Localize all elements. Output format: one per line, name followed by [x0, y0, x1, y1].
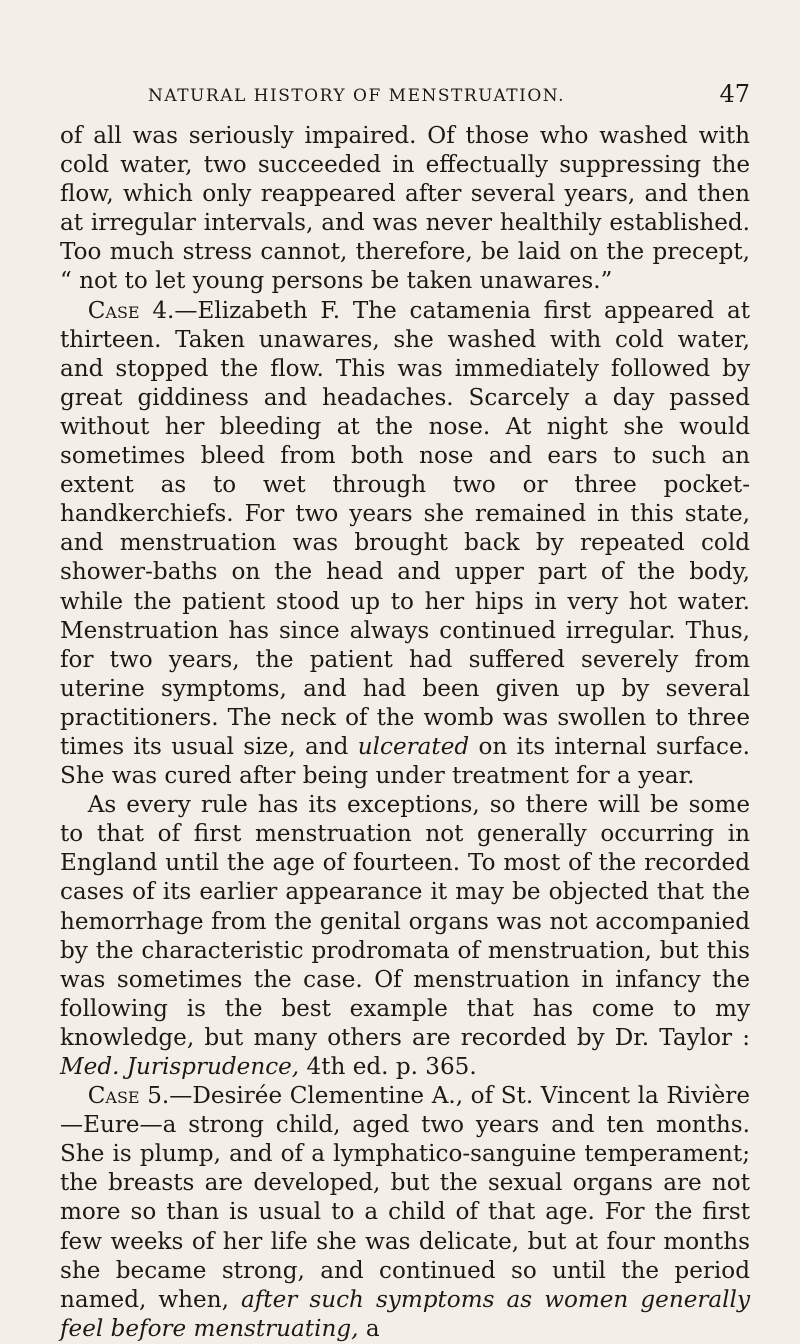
page-number: 47 — [719, 80, 750, 108]
paragraph-1 — [60, 122, 750, 297]
paragraph-case-5 — [60, 1082, 750, 1344]
case-4-label: Case 4. — [87, 297, 175, 324]
running-head: NATURAL HISTORY OF MENSTRUATION. — [148, 86, 565, 106]
citation-title: Med. Jurisprudence, — [60, 1054, 300, 1080]
case-5-label: Case 5. — [87, 1083, 170, 1110]
case-5-text: —Desirée Clementine A., of St. Vincent la Rivière —Eure—a strong child, aged two years and ten months. She is plump, and of a lymphatico-sanguine temperament; the breasts are developed, but the sexual organs are not more so than is usual to a child of that age. For the first few weeks of her life she was delicate, but at four months she became strong, and continued so until the period named, when, — [60, 1083, 750, 1313]
paragraph-3 — [60, 791, 750, 1082]
citation-edition: 4th ed. p. 365. — [306, 1054, 477, 1080]
paragraph-case-4 — [60, 297, 750, 792]
paragraph-1-text: of all was seriously impaired. Of those who washed with cold water, two succeeded in effectually suppressing the flow, which only reappeared after several years, and then at irregular intervals, and was never healthily established. Too much stress cannot, therefore, be laid on the precept, “ not to let young persons be taken unawares.” — [60, 123, 750, 295]
case-4-emphasis: ulcerated — [357, 733, 470, 760]
page-header — [60, 78, 750, 112]
paragraph-3-text: As every rule has its exceptions, so there will be some to that of first menstruation not generally occurring in England until the age of fourteen. To most of the recorded cases of its earlier appearance it may be objected that the hemorrhage from the genital organs was not accompanied by the characteristic prodromata of menstruation, but this was sometimes the case. Of menstruation in infancy the following is the best example that has come to my knowledge, but many others are recorded by Dr. Taylor : — [60, 792, 750, 1051]
book-page — [60, 78, 750, 1344]
case-4-text-end: on its internal surface. She was cured after being under treatment for a year. — [60, 733, 750, 790]
body-text — [60, 122, 750, 1344]
case-5-text-end: a — [365, 1315, 380, 1342]
case-4-text: —Elizabeth F. The catamenia first appeared at thirteen. Taken unawares, she washed with cold water, and stopped the flow. This was immediately followed by great giddiness and headaches. Scarcely a day passed without her bleeding at the nose. At night she would sometimes bleed from both nose and ears to such an extent as to wet through two or three pocket-handkerchiefs. For two years she remained in this state, and menstruation was brought back by repeated cold shower-baths on the head and upper part of the body, while the patient stood up to her hips in very hot water. Menstruation has since always continued irregular. Thus, for two years, the patient had suffered severely from uterine symptoms, and had been given up by several practitioners. The neck of the womb was swollen to three times its usual size, and — [60, 297, 750, 760]
case-5-emphasis: after such symptoms as women generally feel before menstruating, — [60, 1286, 750, 1342]
